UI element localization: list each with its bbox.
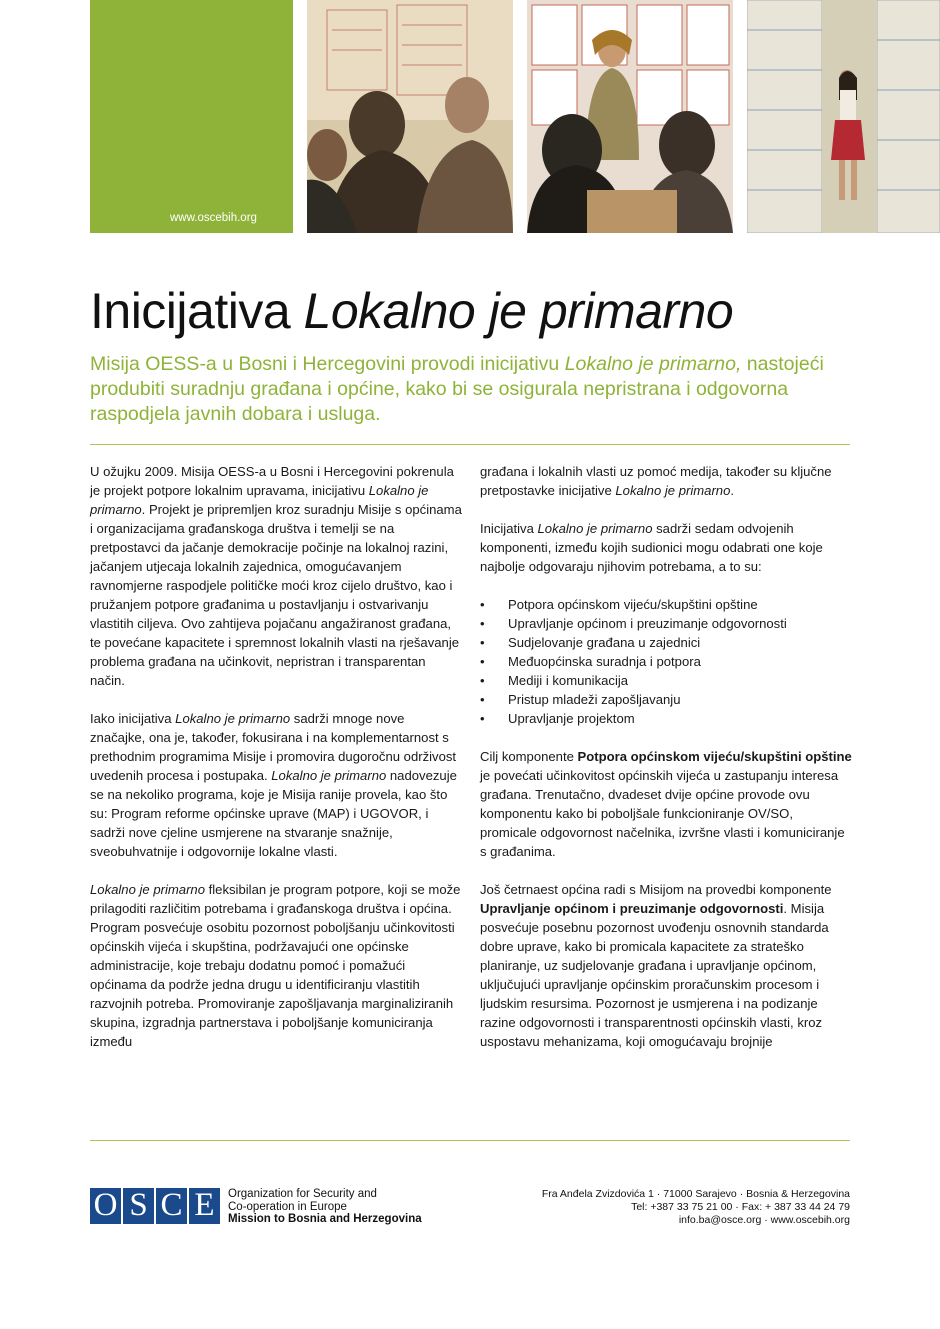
- text-italic: Lokalno je primarno: [615, 483, 731, 498]
- text: građana i lokalnih vlasti uz pomoć medija, također su ključne pretpostavke inicijative: [480, 464, 832, 498]
- title-plain: Inicijativa: [90, 283, 304, 339]
- left-paragraph-2: [90, 709, 462, 861]
- title-italic: Lokalno je primarno: [303, 283, 734, 339]
- logo-letter: S: [123, 1188, 154, 1224]
- left-column: [90, 462, 462, 1070]
- meeting-photo: [307, 0, 513, 233]
- phone-fax-line: Tel: +387 33 75 21 00 · Fax: + 387 33 44 24 79: [631, 1201, 850, 1213]
- text-italic: Lokalno je primarno: [175, 711, 291, 726]
- organization-name: [228, 1188, 488, 1226]
- right-paragraph-4: [480, 880, 852, 1051]
- top-divider: [90, 444, 850, 445]
- text: .: [730, 483, 735, 498]
- lead-text-italic: Lokalno je primarno,: [564, 353, 742, 375]
- website-url[interactable]: www.oscebih.org: [170, 212, 257, 224]
- logo-letter: C: [156, 1188, 187, 1224]
- left-paragraph-3: [90, 880, 462, 1051]
- text: Još četrnaest općina radi s Misijom na provedbi komponente: [480, 882, 832, 897]
- text: Iako inicijativa: [90, 711, 176, 726]
- list-item: • Sudjelovanje građana u zajednici: [480, 633, 852, 652]
- presentation-photo: [527, 0, 733, 233]
- text: Cilj komponente: [480, 749, 578, 764]
- text: fleksibilan je program potpore, koji se može prilagoditi različitim potrebama i građanskoga društva i općina. Program posvećuje osobitu pozornost poboljšanju učinkovitosti općinskih vijeća i skupština, podržavajući one općinske administracije, koje trebaju dodatnu pomoć i pomažući općinama da podrže jedna drugu u identificiranju vlastitih razvojnih potreba. Promoviranje zapošljavanja marginaliziranih skupina, izgradnja partnerstava i poboljšanje komuniciranja između: [90, 882, 461, 1049]
- text-italic: Lokalno je primarno: [90, 483, 429, 517]
- left-paragraph-1: [90, 462, 462, 690]
- list-item: • Međuopćinska suradnja i potpora: [480, 652, 852, 671]
- right-column: [480, 462, 852, 1070]
- archive-photo: [747, 0, 940, 233]
- text-italic: Lokalno je primarno: [271, 768, 387, 783]
- text-italic: Lokalno je primarno: [90, 882, 205, 897]
- components-list: [480, 595, 852, 728]
- text-bold: Potpora općinskom vijeću/skupštini opštine: [577, 749, 852, 764]
- right-paragraph-1: [480, 462, 852, 500]
- org-line: Organization for Security and: [228, 1188, 377, 1200]
- text: nadovezuje se na nekoliko programa, koje je Misija ranije provela, kao što su: Program reforme općinske uprave (MAP) i UGOVOR, i sadrži nove cjeline usmjerene na stvaranje snažnije, sveobuhvatnije i odgovornije lokalne vlasti.: [90, 768, 457, 859]
- list-item: • Pristup mladeži zapošljavanju: [480, 690, 852, 709]
- list-item: • Mediji i komunikacija: [480, 671, 852, 690]
- lead-text-before: Misija OESS-a u Bosni i Hercegovini provodi inicijativu: [90, 353, 565, 375]
- email-web-line[interactable]: info.ba@osce.org · www.oscebih.org: [678, 1214, 850, 1226]
- text: U ožujku 2009. Misija OESS-a u Bosni i Hercegovini pokrenula je projekt potpore lokalnim upravama, inicijativu: [90, 464, 454, 498]
- page-title: [90, 282, 733, 340]
- list-item: • Upravljanje općinom i preuzimanje odgovornosti: [480, 614, 852, 633]
- header-band: [90, 0, 940, 233]
- brand-color-block: [90, 0, 293, 233]
- right-paragraph-3: [480, 747, 852, 861]
- org-mission-line: Mission to Bosnia and Herzegovina: [228, 1213, 422, 1225]
- lead-text-after: nastojeći produbiti suradnju građana i općine, kako bi se osigurala nepristrana i odgovorna raspodjela javnih dobara i usluga.: [90, 353, 824, 425]
- list-item: • Potpora općinskom vijeću/skupštini opštine: [480, 595, 852, 614]
- logo-letter: O: [90, 1188, 121, 1224]
- text-bold: Upravljanje općinom i preuzimanje odgovornosti: [480, 901, 784, 916]
- text: Inicijativa: [480, 521, 538, 536]
- logo-letter: E: [189, 1188, 220, 1224]
- text: . Projekt je pripremljen kroz suradnju Misije s općinama i organizacijama građanskoga društva i temelji se na pretpostavci da jačanje demokracije počinje na lokalnoj razini, jačanjem utjecaja lokalnih zajednica, omogućavanjem ravnomjerne raspodjele političke moći kroz cijelo društvo, kao i pružanjem potpore građanima u postavljanju i ostvarivanju vlastitih ciljeva. Ovo zahtijeva pojačanu angažiranost građana, te povećane kapacitete i spremnost lokalnih vlasti na rješavanje problema građana na učinkovit, nepristran i transparentan način.: [90, 502, 462, 688]
- address-line: Fra Anđela Zvizdovića 1 · 71000 Sarajevo · Bosnia & Herzegovina: [541, 1188, 850, 1200]
- list-item: • Upravljanje projektom: [480, 709, 852, 728]
- right-paragraph-2: [480, 519, 852, 576]
- org-line: Co-operation in Europe: [228, 1200, 347, 1213]
- text-italic: Lokalno je primarno: [537, 521, 653, 536]
- bottom-divider: [90, 1140, 850, 1141]
- lead-paragraph: [90, 352, 860, 427]
- text: . Misija posvećuje posebnu pozornost uvođenju osnovnih standarda dobre uprave, kako bi promicala kapacitete za strateško planiranje, uz sudjelovanje građana i upravljanje općinom, uključujući upravljanje općinskim proračunskim procesom i ljudskim resursima. Pozornost je usmjerena i na podizanje razine odgovornosti i transparentnosti općinskih vlasti, kroz uspostavu mehanizama, koji omogućavaju brojnije: [480, 901, 829, 1049]
- contact-address: [542, 1188, 850, 1227]
- text: sadrži sedam odvojenih komponenti, između kojih sudionici mogu odabrati one koje najbolje odgovaraju njihovim potrebama, a to su:: [480, 521, 823, 574]
- text: je povećati učinkovitost općinskih vijeća u zastupanju interesa građana. Trenutačno, dvadeset dvije općine provode ovu komponentu kako bi poboljšale funkcioniranje OV/SO, promicale odgovornost načelnika, izvršne vlasti i komuniciranje s građanima.: [480, 768, 845, 859]
- text: sadrži mnoge nove značajke, ona je, također, fokusirana i na komplementarnost s prethodnim programima Misije i promovira dugoročnu održivost uvedenih procesa i postupaka.: [90, 711, 457, 783]
